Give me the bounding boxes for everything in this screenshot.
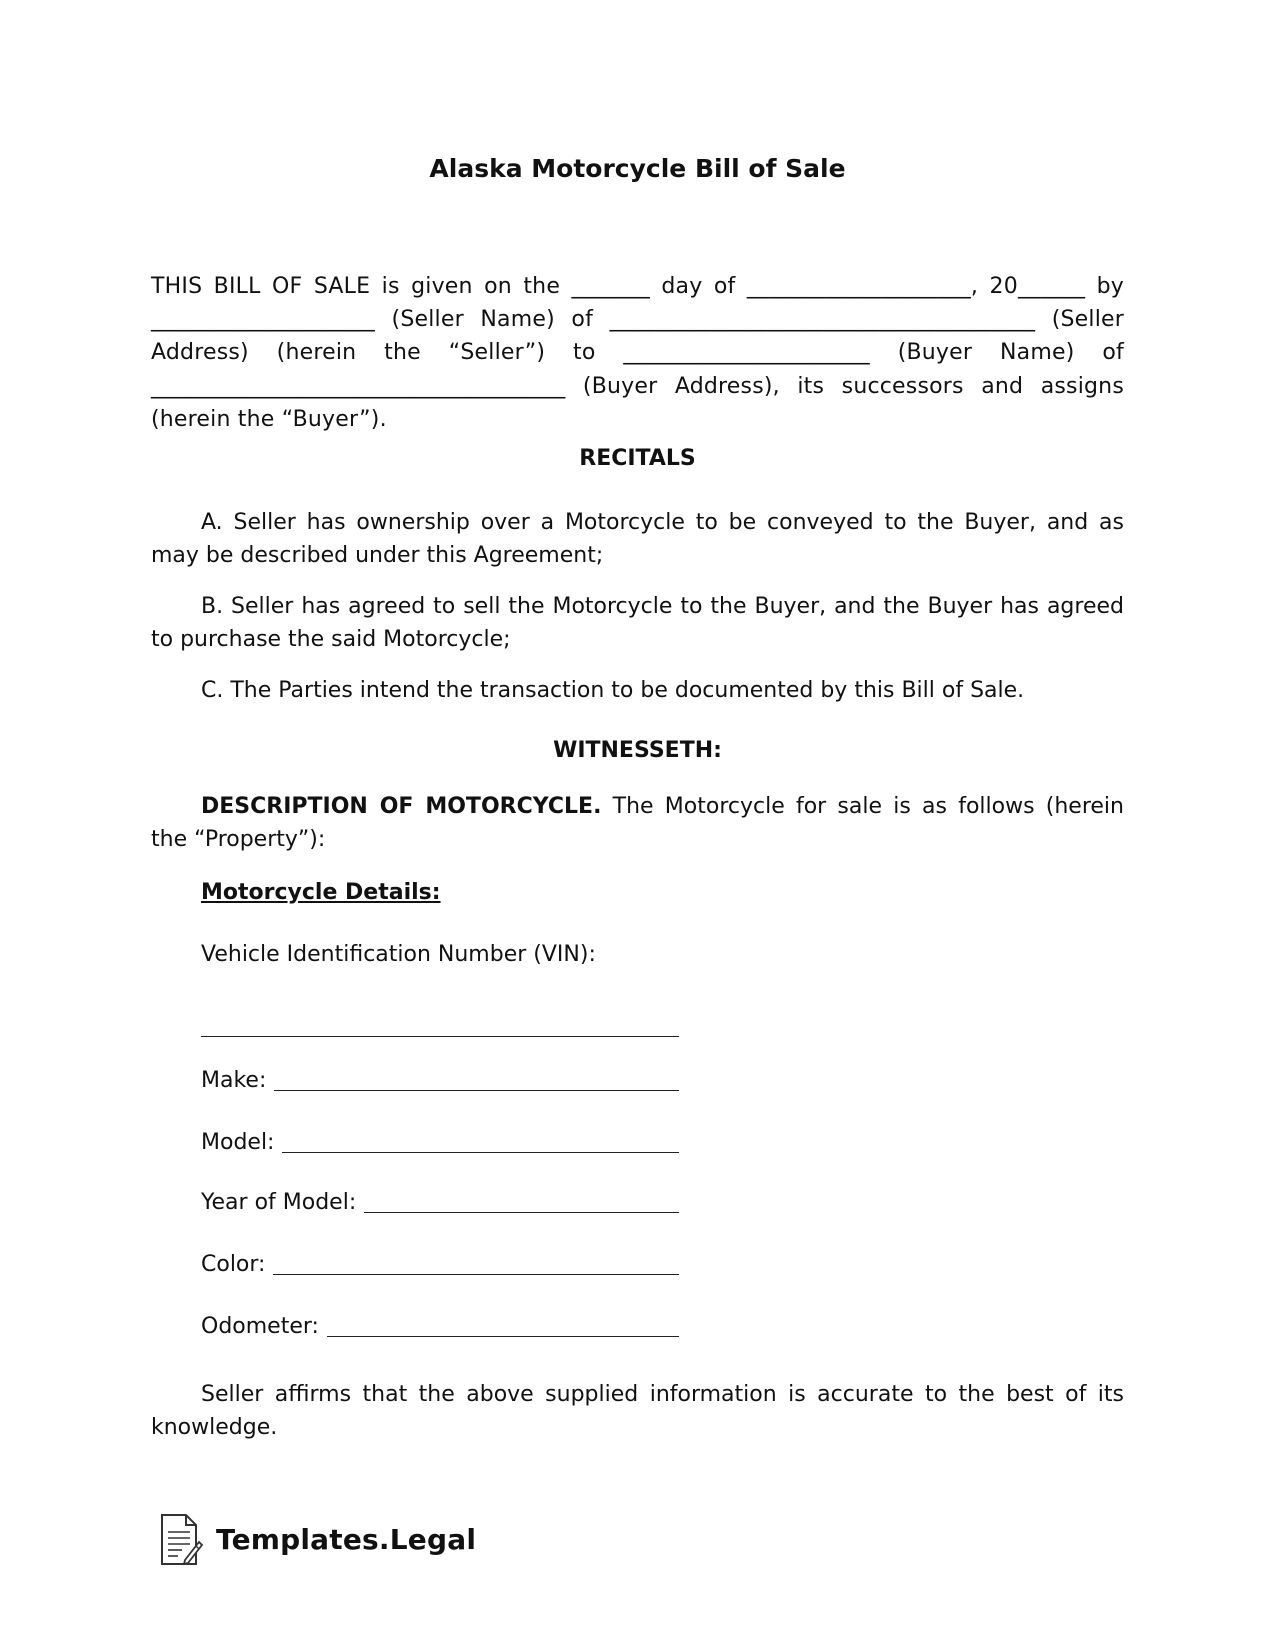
- recital-c: C. The Parties intend the transaction to be documented by this Bill of Sale.: [201, 678, 1025, 703]
- description-text: The Motorcycle for sale is as follows (herein the “Property”):: [151, 794, 1124, 853]
- odometer-label: Odometer:: [201, 1314, 319, 1339]
- odometer-blank-line: [327, 1336, 679, 1337]
- year-label: Year of Model:: [201, 1190, 357, 1215]
- model-label: Model:: [201, 1130, 275, 1155]
- color-field: [201, 1250, 679, 1280]
- recital-b: B. Seller has agreed to sell the Motorcycle to the Buyer, and the Buyer has agreed to purchase the said Motorcycle;: [151, 594, 1124, 653]
- vin-label: Vehicle Identification Number (VIN):: [201, 942, 596, 967]
- document-pen-icon: [156, 1512, 204, 1568]
- vin-blank-line: [201, 1036, 679, 1037]
- description-paragraph: [151, 790, 1124, 856]
- make-field: [201, 1066, 679, 1096]
- model-blank-line: [282, 1152, 679, 1153]
- odometer-field: [201, 1312, 679, 1342]
- color-blank-line: [273, 1274, 679, 1275]
- color-label: Color:: [201, 1252, 266, 1277]
- witnesseth-heading: WITNESSETH:: [553, 738, 722, 763]
- document-title: Alaska Motorcycle Bill of Sale: [429, 154, 846, 183]
- description-lead: DESCRIPTION OF MOTORCYCLE.: [201, 794, 602, 819]
- affirmation-paragraph: Seller affirms that the above supplied information is accurate to the best of its knowledge.: [151, 1382, 1124, 1441]
- make-blank-line: [274, 1090, 679, 1091]
- year-blank-line: [364, 1212, 679, 1213]
- footer-brand-block: [156, 1512, 476, 1568]
- details-heading: Motorcycle Details:: [201, 880, 441, 905]
- footer-brand-name: Templates.Legal: [216, 1523, 477, 1556]
- year-field: [201, 1188, 679, 1218]
- model-field: [201, 1128, 679, 1158]
- recital-a: A. Seller has ownership over a Motorcycle to be conveyed to the Buyer, and as may be described under this Agreement;: [151, 510, 1124, 569]
- recitals-heading: RECITALS: [579, 446, 696, 471]
- intro-paragraph: THIS BILL OF SALE is given on the _______ day of ____________________, 20______ by ____________________ (Seller Name) of ______________________________________ (Seller Address) (herein the “Seller”) to ______________________ (Buyer Name) of _____________________________________ (Buyer Address), its successors and assigns (herein the “Buyer”).: [151, 274, 1124, 432]
- make-label: Make:: [201, 1068, 267, 1093]
